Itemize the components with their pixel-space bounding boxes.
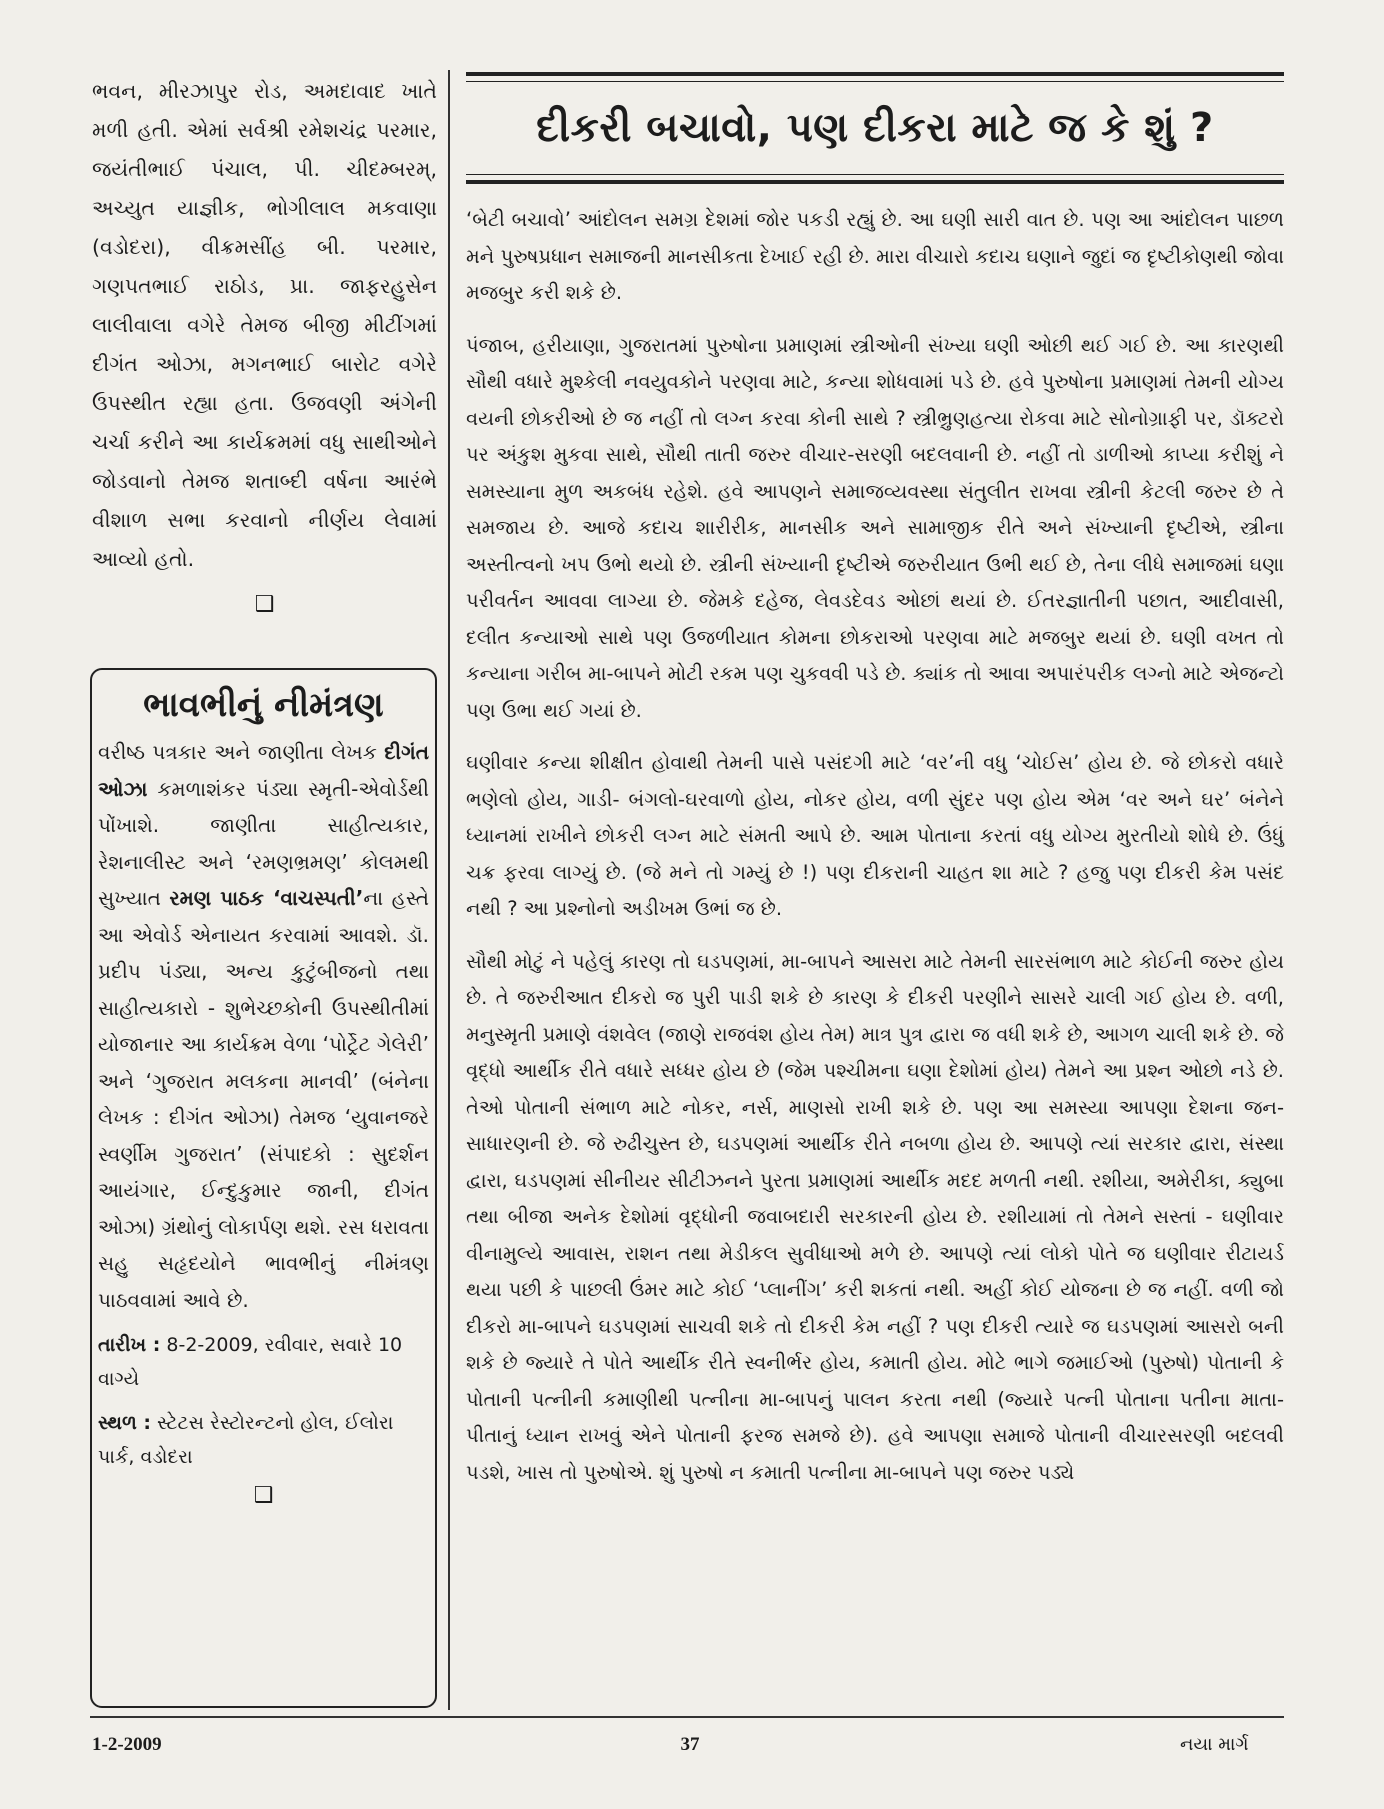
article-paragraph: ઘણીવાર કન્યા શીક્ષીત હોવાથી તેમની પાસે પસંદગી માટે ‘વર’ની વધુ ‘ચોઈસ’ હોય છે. જે છોકરો વધારે ભણેલો હોય, ગાડી- બંગલો-ઘરવાળો હોય, નોકર હોય, વળી સુંદર પણ હોય એમ ‘વર અને ઘર’ બંનેને ધ્યાનમાં રાખીને છોકરી લગ્ન માટે સંમતી આપે છે. આમ પોતાના કરતાં વધુ યોગ્ય મુરતીયો શોધે છે. ઉંધું ચક્ર ફરવા લાગ્યું છે. (જે મને તો ગમ્યું છે !) પણ દીકરાની ચાહત શા માટે ? હજુ પણ દીકરી કેમ પસંદ નથી ? આ પ્રશ્નોનો અડીખમ ઉભાં જ છે. [466,751,1284,920]
date-label: તારીખ : [98,1334,161,1356]
magazine-name: નયા માર્ગ [1180,1734,1249,1755]
page-number: 37 [680,1734,700,1755]
left-column-text: ભવન, મીરઝાપુર રોડ, અમદાવાદ ખાતે મળી હતી. એમાં સર્વશ્રી રમેશચંદ્ર પરમાર, જયંતીભાઈ પંચાલ, પી. ચીદમ્બરમ્, અચ્યુત યાજ્ઞીક, ભોગીલાલ મકવાણા (વડોદરા), વીક્રમસીંહ બી. પરમાર, ગણપતભાઈ રાઠોડ, પ્રા. જાફરહુસેન લાલીવાલા વગેરે તેમજ બીજી મીટીંગમાં દીગંત ઓઝા, મગનભાઈ બારોટ વગેરે ઉપસ્થીત રહ્યા હતા. ઉજવણી અંગેની ચર્ચા કરીને આ કાર્યક્રમમાં વધુ સાથીઓને જોડવાનો તેમજ શતાબ્દી વર્ષના આરંભે વીશાળ સભા કરવાનો નીર્ણય લેવામાં આવ્યો હતો. [92,79,437,571]
date-value: 8-2-2009, રવીવાર, સવારે 10 વાગ્યે [98,1334,403,1390]
footer-divider [90,1716,1284,1718]
article-column [466,72,1284,1507]
invitation-name-digant: દીગંત ઓઝા [98,740,430,801]
place-label: સ્થળ : [98,1412,152,1434]
invitation-body [98,734,429,1318]
article-paragraph: પંજાબ, હરીયાણા, ગુજરાતમાં પુરુષોના પ્રમાણમાં સ્ત્રીઓની સંખ્યા ઘણી ઓછી થઈ ગઈ છે. આ કારણથી સૌથી વધારે મુશ્કેલી નવયુવકોને પરણવા માટે, કન્યા શોધવામાં પડે છે. હવે પુરુષોના પ્રમાણમાં તેમની યોગ્ય વયની છોકરીઓ છે જ નહીં તો લગ્ન કરવા કોની સાથે ? સ્ત્રીભ્રુણહત્યા રોકવા માટે સોનોગ્રાફી પર, ડૉક્ટરો પર અંકુશ મુકવા સાથે, સૌથી તાતી જરુર વીચાર-સરણી બદલવાની છે. નહીં તો ડાળીઓ કાપ્યા કરીશું ને સમસ્યાના મુળ અકબંધ રહેશે. હવે આપણને સમાજવ્યવસ્થા સંતુલીત રાખવા સ્ત્રીની કેટલી જરુર છે તે સમજાય છે. આજે કદાચ શારીરીક, માનસીક અને સામાજીક રીતે અને સંખ્યાની દૃષ્ટીએ, સ્ત્રીના અસ્તીત્વનો ખપ ઉભો થયો છે. સ્ત્રીની સંખ્યાની દૃષ્ટીએ જરુરીયાત ઉભી થઈ છે, તેના લીધે સમાજમાં ઘણા પરીવર્તન આવવા લાગ્યા છે. જેમકે દહેજ, લેવડદેવડ ઓછાં થયાં છે. ઈતરજ્ઞાતીની પછાત, આદીવાસી, દલીત કન્યાઓ સાથે પણ ઉજળીયાત કોમના છોકરાઓ પરણવા માટે મજબુર થયાં છે. ઘણી વખત તો કન્યાના ગરીબ મા-બાપને મોટી રકમ પણ ચુકવવી પડે છે. ક્યાંક તો આવા અપારંપરીક લગ્નો માટે એજન્ટો પણ ઉભા થઈ ગયાં છે. [466,333,1284,722]
article-paragraph: ‘બેટી બચાવો’ આંદોલન સમગ્ર દેશમાં જોર પકડી રહ્યું છે. આ ઘણી સારી વાત છે. પણ આ આંદોલન પાછળ મને પુરુષપ્રધાન સમાજની માનસીકતા દેખાઈ રહી છે. મારા વીચારો કદાચ ઘણાને જુદાં જ દૃષ્ટીકોણથી જોવા મજબુર કરી શકે છે. [466,208,1284,304]
place-value: સ્ટેટસ રેસ્ટોરન્ટનો હોલ, ઈલોરા પાર્ક, વડોદરા [98,1412,394,1468]
end-mark-icon: ❑ [254,592,275,617]
invitation-name-raman: રમણ પાઠક ‘વાચસ્પતી’ [169,886,364,910]
column-divider [448,70,450,1710]
article-title: દીકરી બચાવો, પણ દીકરા માટે જ કે શું ? [536,105,1214,151]
invitation-date [98,1328,429,1396]
invitation-box [90,668,437,1708]
invitation-part2: કમળાશંકર પંડ્યા સ્મૃતી-એવોર્ડથી પોંખાશે. જાણીતા સાહીત્યકાર, રેશનાલીસ્ટ અને ‘રમણભ્રમણ’ કોલમથી સુખ્યાત [98,776,429,910]
footer-date: 1-2-2009 [92,1734,162,1755]
article-title-bar [466,72,1284,184]
invitation-part3: ના હસ્તે આ એવોર્ડ એનાયત કરવામાં આવશે. ડૉ. પ્રદીપ પંડ્યા, અન્ય કુટુંબીજનો તથા સાહીત્યકારો - શુભેચ્છકોની ઉપસ્થીતીમાં યોજાનાર આ કાર્યક્રમ વેળા ‘પોર્ટ્રેટ ગેલેરી’ અને ‘ગુજરાત મલકના માનવી’ (બંનેના લેખક : દીગંત ઓઝા) તેમજ ‘યુવાનજરે સ્વર્ણીમ ગુજરાત’ (સંપાદકો : સુદર્શન આયંગાર, ઈન્દુકુમાર જાની, દીગંત ઓઝા) ગ્રંથોનું લોકાર્પણ થશે. રસ ધરાવતા સહુ સહૃદયોને ભાવભીનું નીમંત્રણ પાઠવવામાં આવે છે. [98,886,429,1312]
invitation-intro: વરીષ્ઠ પત્રકાર અને જાણીતા લેખક [98,740,377,764]
article-paragraph: સૌથી મોટું ને પહેલું કારણ તો ઘડપણમાં, મા-બાપને આસરા માટે તેમની સારસંભાળ માટે કોઈની જરુર હોય છે. તે જરુરીઆત દીકરો જ પુરી પાડી શકે છે કારણ કે દીકરી પરણીને સાસરે ચાલી ગઈ હોય છે. વળી, મનુસ્મૃતી પ્રમાણે વંશવેલ (જાણે રાજવંશ હોય તેમ) માત્ર પુત્ર દ્વારા જ વધી શકે છે, આગળ ચાલી શકે છે. જે વૃદ્ધો આર્થીક રીતે વધારે સધ્ધર હોય છે (જેમ પશ્ચીમના ઘણા દેશોમાં હોય) તેમને આ પ્રશ્ન ઓછો નડે છે. તેઓ પોતાની સંભાળ માટે નોકર, નર્સ, માણસો રાખી શકે છે. પણ આ સમસ્યા આપણા દેશના જન-સાધારણની છે. જે રુઢીચુસ્ત છે, ઘડપણમાં આર્થીક રીતે નબળા હોય છે. આપણે ત્યાં સરકાર દ્વારા, સંસ્થા દ્વારા, ઘડપણમાં સીનીયર સીટીઝનને પુરતા પ્રમાણમાં આર્થીક મદદ મળતી નથી. રશીયા, અમેરીકા, ક્યુબા તથા બીજા અનેક દેશોમાં વૃદ્ધોની જવાબદારી સરકારની હોય છે. રશીયામાં તો તેમને સસ્તાં - ઘણીવાર વીનામુલ્યે આવાસ, રાશન તથા મેડીકલ સુવીધાઓ મળે છે. આપણે ત્યાં લોકો પોતે જ ઘણીવાર રીટાયર્ડ થયા પછી કે પાછલી ઉંમર માટે કોઈ ‘પ્લાનીંગ’ કરી શકતાં નથી. અહીં કોઈ યોજના છે જ નહીં. વળી જો દીકરો મા-બાપને ઘડપણમાં સાચવી શકે તો દીકરી કેમ નહીં ? પણ દીકરી ત્યારે જ ઘડપણમાં આસરો બની શકે છે જ્યારે તે પોતે આર્થીક રીતે સ્વનીર્ભર હોય, કમાતી હોય. મોટે ભાગે જમાઈઓ (પુરુષો) પોતાની કે પોતાની પત્નીની કમાણીથી પત્નીના મા-બાપનું પાલન કરતા નથી (જ્યારે પત્ની પોતાના પતીના માતા-પીતાનું ધ્યાન રાખવું એને પોતાની ફરજ સમજે છે). હવે આપણા સમાજે પોતાની વીચારસરણી બદલવી પડશે, ખાસ તો પુરુષોએ. શું પુરુષો ન કમાતી પત્નીના મા-બાપને પણ જરુર પડ્યે [466,949,1284,1484]
invitation-title: ભાવભીનું નીમંત્રણ [143,685,384,725]
left-column [92,72,437,617]
article-body [466,202,1284,1491]
invitation-place [98,1406,429,1474]
end-mark-icon: ❑ [253,1483,274,1508]
